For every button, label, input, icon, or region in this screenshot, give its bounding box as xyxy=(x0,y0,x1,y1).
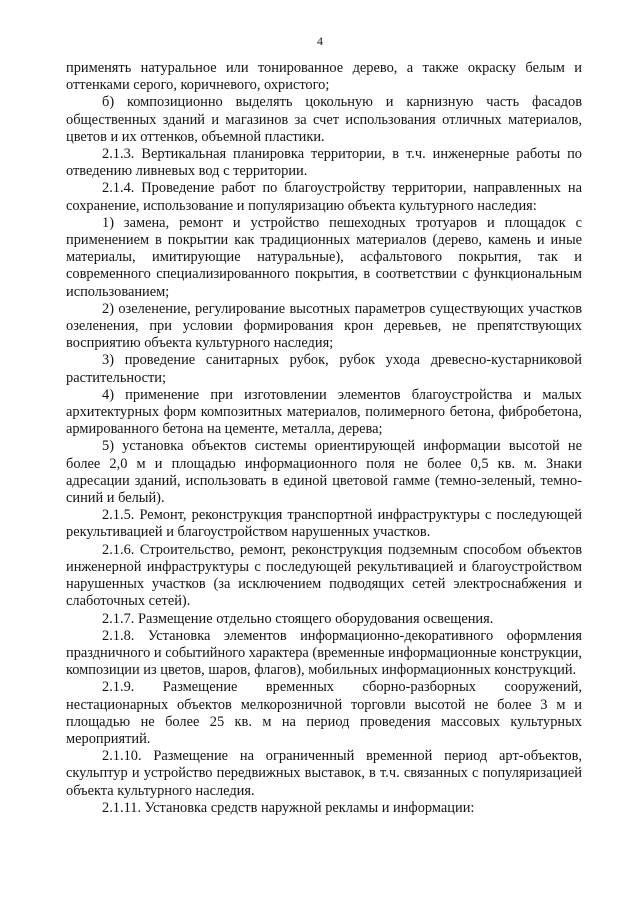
paragraph-2-1-5: 2.1.5. Ремонт, реконструкция транспортной инфраструктуры с последующей рекультивацией и благоустройством нарушенных участков. xyxy=(66,507,582,541)
list-item-3: 3) проведение санитарных рубок, рубок ухода древесно-кустарниковой растительности; xyxy=(66,352,582,386)
paragraph-2-1-6: 2.1.6. Строительство, ремонт, реконструкция подземным способом объектов инженерной инфраструктуры с последующей рекультивацией и благоустройством нарушенных участков (за исключением подводящих сетей электроснабжения и слаботочных сетей). xyxy=(66,541,582,610)
paragraph-2-1-11: 2.1.11. Установка средств наружной рекламы и информации: xyxy=(102,799,475,816)
document-body xyxy=(66,60,582,817)
paragraph-2-1-9: 2.1.9. Размещение временных сборно-разборных сооружений, нестационарных объектов мелкорозничной торговли высотой не более 3 м и площадью не более 25 кв. м на период проведения массовых культурных мероприятий. xyxy=(66,679,582,747)
paragraph-item-b: б) композиционно выделять цокольную и карнизную часть фасадов общественных зданий и магазинов за счет использования отличных материалов, цветов и их оттенков, объемной пластики. xyxy=(66,94,582,145)
page-number: 4 xyxy=(317,34,323,48)
paragraph-2-1-7: 2.1.7. Размещение отдельно стоящего оборудования освещения. xyxy=(102,610,494,627)
paragraph-continuation: применять натуральное или тонированное дерево, а также окраску белым и оттенками серого, коричневого, охристого; xyxy=(66,60,582,94)
list-item-4: 4) применение при изготовлении элементов благоустройства и малых архитектурных форм композитных материалов, полимерного бетона, фибробетона, армированного бетона на цементе, металла, дерева; xyxy=(66,386,582,438)
paragraph-2-1-4: 2.1.4. Проведение работ по благоустройству территории, направленных на сохранение, использование и популяризацию объекта культурного наследия: xyxy=(66,180,582,214)
paragraph-2-1-10: 2.1.10. Размещение на ограниченный временной период арт-объектов, скульптур и устройство передвижных выставок, в т.ч. связанных с популяризацией объекта культурного наследия. xyxy=(66,748,582,799)
paragraph-2-1-8: 2.1.8. Установка элементов информационно-декоративного оформления праздничного и событийного характера (временные информационные конструкции, композиции из цветов, шаров, флагов), мобильных информационных конструкций. xyxy=(66,627,582,679)
list-item-2: 2) озеленение, регулирование высотных параметров существующих участков озеленения, при условии формирования крон деревьев, не препятствующих восприятию объекта культурного наследия; xyxy=(66,300,582,352)
list-item-1: 1) замена, ремонт и устройство пешеходных тротуаров и площадок с применением в покрытии как традиционных материалов (дерево, камень и иные материалы, имитирующие натуральные), асфальтового покрытия, так и современного специализированного покрытия, в соответствии с функциональным использованием; xyxy=(66,214,582,300)
paragraph-2-1-3: 2.1.3. Вертикальная планировка территории, в т.ч. инженерные работы по отведению ливневых вод с территории. xyxy=(66,146,582,180)
list-item-5: 5) установка объектов системы ориентирующей информации высотой не более 2,0 м и площадью информационного поля не более 0,5 кв. м. Знаки адресации зданий, использовать в единой цветовой гамме (темно-зеленый, темно-синий и белый). xyxy=(66,438,582,507)
